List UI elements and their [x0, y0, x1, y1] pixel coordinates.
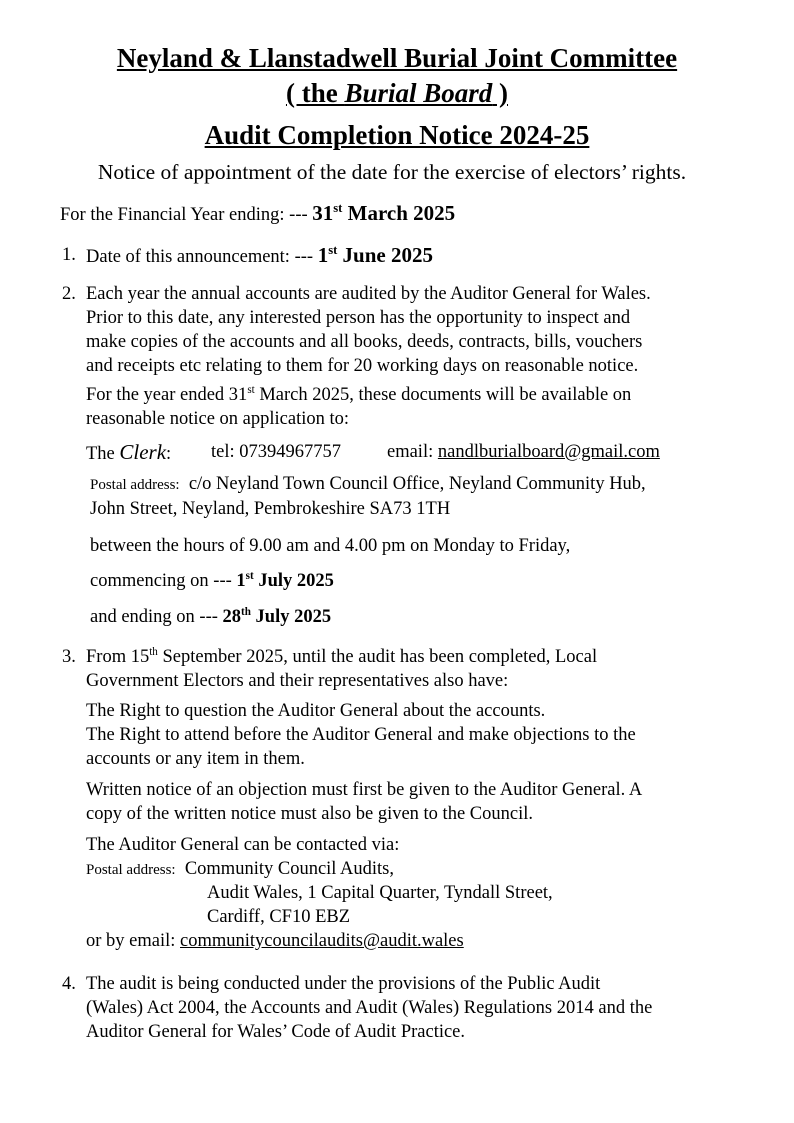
item1-rest: June 2025 [337, 243, 433, 267]
item4-number: 4. [62, 974, 76, 994]
item2-year-line-2: reasonable notice on application to: [86, 409, 350, 429]
item3-number: 3. [62, 647, 76, 667]
clerk-post: : [166, 444, 172, 464]
item1-label: Date of this announcement: --- [86, 247, 318, 267]
item2-year-sup: st [247, 383, 255, 396]
title-burial-board-em: Burial Board [344, 78, 493, 108]
item2-year-pre: For the year ended 31 [86, 385, 248, 405]
financial-year-label: For the Financial Year ending: --- [60, 205, 313, 225]
item2-para-line-3: make copies of the accounts and all books, deeds, contracts, bills, vouchers [86, 332, 643, 352]
auditor-email-link[interactable]: communitycouncilaudits@audit.wales [180, 931, 464, 951]
item3-line-1 [86, 645, 597, 669]
financial-year-rest: March 2025 [342, 201, 456, 225]
postal-line-1 [90, 472, 646, 497]
item3-line1-pre: From 15 [86, 647, 150, 667]
item2-para-line-2: Prior to this date, any interested person has the opportunity to inspect and [86, 308, 631, 328]
commencing-sup: st [245, 569, 254, 582]
item4-line-2: (Wales) Act 2004, the Accounts and Audit (Wales) Regulations 2014 and the [86, 998, 653, 1018]
clerk-email-label: email: [387, 442, 438, 462]
financial-year-day: 31 [312, 201, 334, 225]
clerk-email-link[interactable]: nandlburialboard@gmail.com [437, 442, 660, 462]
item1-day: 1 [317, 243, 329, 267]
auditor-postal-label: Postal address: [86, 862, 176, 878]
auditor-postal-line-3: Cardiff, CF10 EBZ [207, 907, 351, 927]
postal-label: Postal address: [90, 477, 180, 493]
item3-line1-sup: th [149, 645, 158, 658]
commencing-day: 1 [236, 571, 246, 591]
auditor-postal-line-2: Audit Wales, 1 Capital Quarter, Tyndall Street, [207, 883, 553, 903]
commencing-rest: July 2025 [253, 571, 334, 591]
ending-line [90, 605, 331, 629]
clerk-email-line [387, 440, 660, 464]
item1-suffix: st [328, 243, 338, 257]
financial-year-line [60, 201, 455, 227]
ending-label: and ending on --- [90, 607, 223, 627]
item1-number: 1. [62, 245, 76, 265]
item4-line-1: The audit is being conducted under the provisions of the Public Audit [86, 974, 601, 994]
ending-sup: th [241, 605, 251, 618]
item1-line [86, 243, 433, 269]
item2-year-line [86, 383, 631, 407]
auditor-postal-line-1 [86, 857, 394, 882]
subtitle: Notice of appointment of the date for the exercise of electors’ rights. [97, 160, 687, 184]
auditor-email-label: or by email: [86, 931, 181, 951]
item2-year-post: March 2025, these documents will be available on [254, 385, 632, 405]
title-burial-board-post: ) [492, 78, 509, 108]
clerk-pre: The [86, 444, 120, 464]
commencing-label: commencing on --- [90, 571, 237, 591]
item3-line1-post: September 2025, until the audit has been completed, Local [157, 647, 598, 667]
auditor-email-line [86, 929, 464, 953]
hours-line: between the hours of 9.00 am and 4.00 pm on Monday to Friday, [90, 536, 571, 556]
item2-para-line-1: Each year the annual accounts are audited by the Auditor General for Wales. [86, 284, 651, 304]
right-attend-2: accounts or any item in them. [86, 749, 305, 769]
clerk-line [86, 440, 171, 466]
written-notice-1: Written notice of an objection must first be given to the Auditor General. A [86, 780, 643, 800]
ending-day: 28 [222, 607, 242, 627]
item2-para-line-4: and receipts etc relating to them for 20 working days on reasonable notice. [86, 356, 639, 376]
title-burial-board-pre: ( the [285, 78, 345, 108]
commencing-line [90, 569, 334, 593]
clerk-label: Clerk [119, 440, 167, 464]
auditor-postal-address-1: Community Council Audits, [184, 859, 395, 879]
clerk-tel: tel: 07394967757 [211, 442, 342, 462]
item2-number: 2. [62, 284, 76, 304]
item4-line-3: Auditor General for Wales’ Code of Audit Practice. [86, 1022, 466, 1042]
right-attend-1: The Right to attend before the Auditor General and make objections to the [86, 725, 636, 745]
title-burial-board [0, 75, 794, 111]
item3-line-2: Government Electors and their representatives also have: [86, 671, 509, 691]
ending-rest: July 2025 [250, 607, 332, 627]
title-committee: Neyland & Llanstadwell Burial Joint Committee [116, 43, 678, 73]
postal-line-2: John Street, Neyland, Pembrokeshire SA73 1TH [90, 499, 451, 519]
auditor-contact: The Auditor General can be contacted via: [86, 835, 400, 855]
written-notice-2: copy of the written notice must also be given to the Council. [86, 804, 533, 824]
financial-year-suffix: st [333, 201, 343, 215]
right-question: The Right to question the Auditor General about the accounts. [86, 701, 546, 721]
postal-address-1: c/o Neyland Town Council Office, Neyland Community Hub, [188, 474, 646, 494]
title-audit-notice: Audit Completion Notice 2024-25 [204, 120, 590, 150]
